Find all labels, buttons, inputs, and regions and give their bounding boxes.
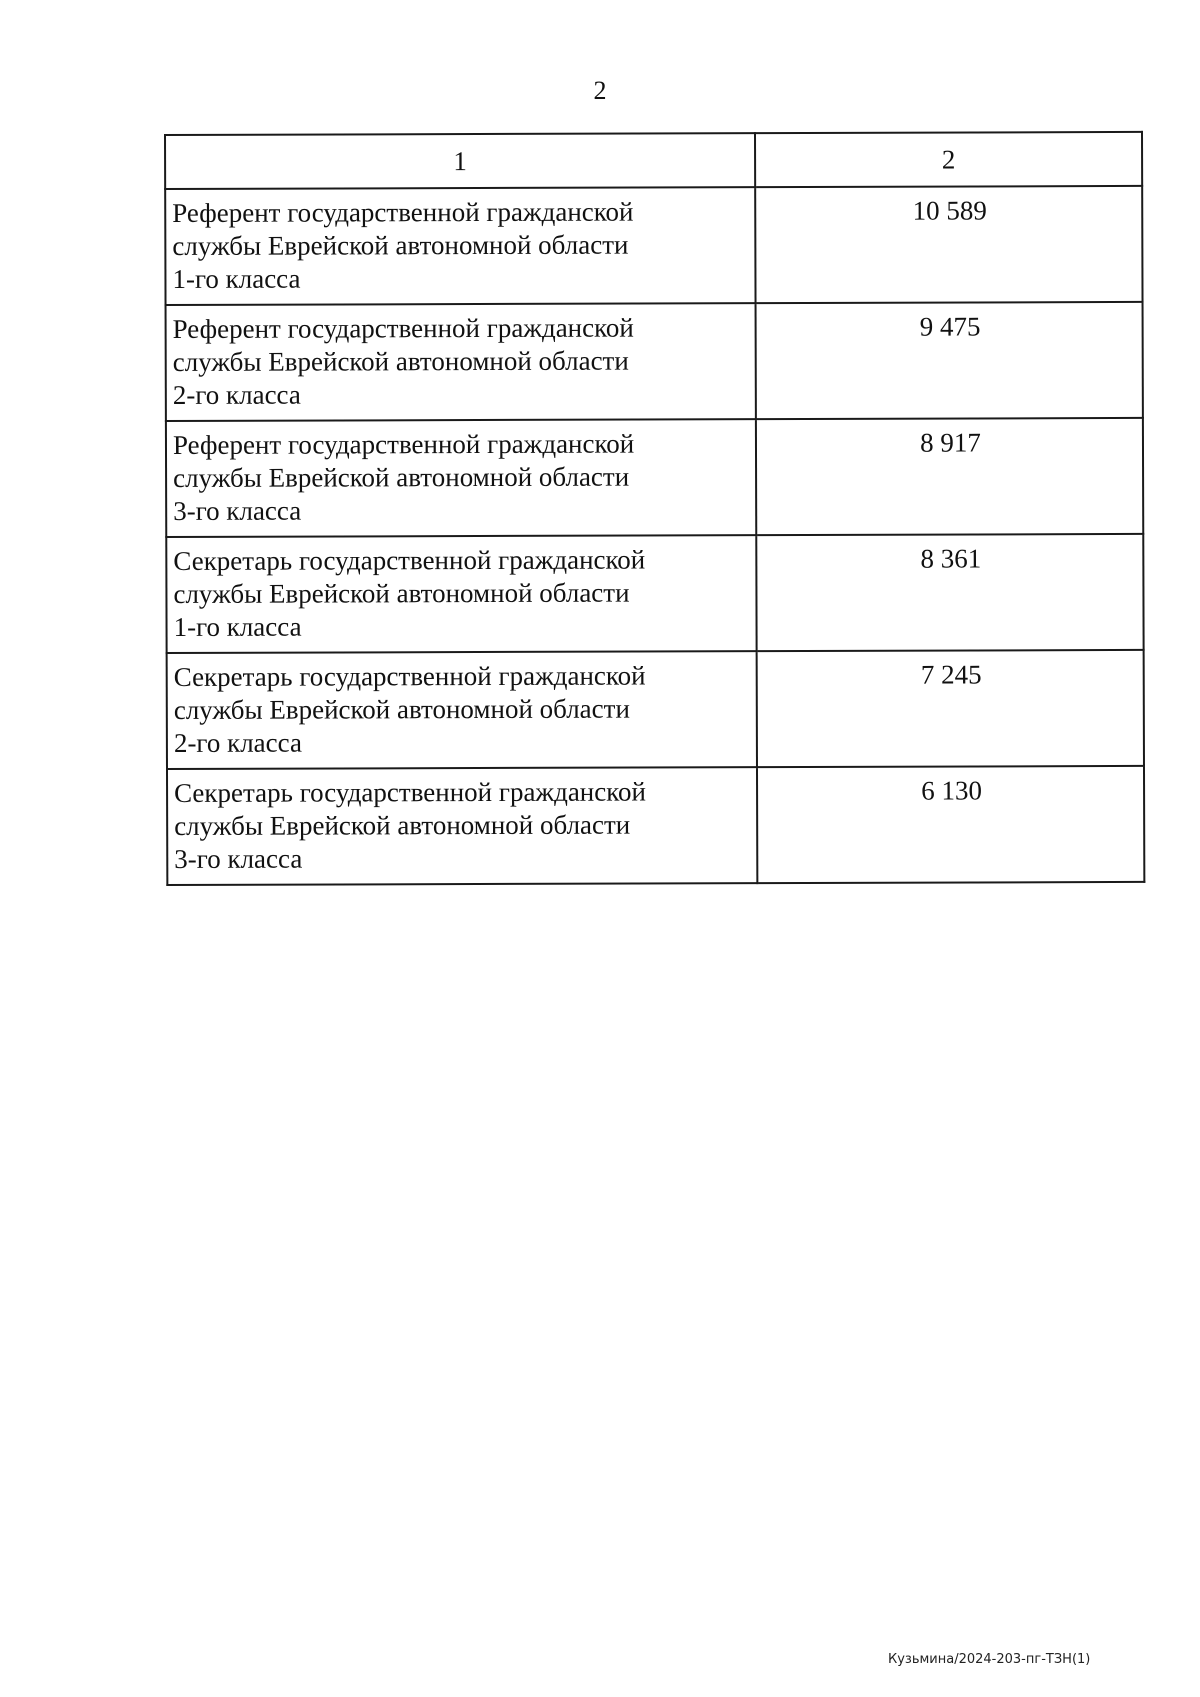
amount-cell: 6 130 [757,766,1144,883]
position-title-line: Секретарь государственной гражданской [174,776,646,808]
document-code: Кузьмина/2024-203-пг-ТЗН(1) [888,1652,1091,1667]
position-title-line: Референт государственной гражданской [172,428,635,460]
position-title-line: 1-го класса [172,263,301,294]
position-title-line: 3-го класса [173,495,302,526]
position-title-cell [166,303,756,421]
position-title-line: 1-го класса [173,611,302,642]
position-title-line: службы Еврейской автономной области [173,577,630,609]
table-row [166,302,1143,421]
position-title-line: Референт государственной гражданской [172,196,634,228]
position-title-line: Референт государственной гражданской [172,312,634,344]
table-row [165,186,1142,305]
position-title-line: 3-го класса [174,843,303,874]
table-row [167,766,1144,885]
amount-cell: 9 475 [756,302,1143,419]
position-title-line: Секретарь государственной гражданской [173,660,646,692]
position-title-cell [167,651,757,769]
table-row [166,418,1143,537]
table-row [167,650,1144,769]
position-title-line: 2-го класса [172,379,301,410]
position-title-line: 2-го класса [173,727,302,758]
position-title-cell [165,187,755,305]
position-title-cell [166,535,756,653]
position-title-line: службы Еврейской автономной области [174,809,631,841]
class-rank-salary-table [164,131,1145,886]
position-title-line: службы Еврейской автономной области [172,229,629,261]
position-title-line: службы Еврейской автономной области [173,693,630,725]
position-title-line: службы Еврейской автономной области [172,345,629,377]
column-number-1: 1 [165,133,755,189]
position-title-cell [166,419,756,537]
amount-cell: 10 589 [755,186,1142,303]
page-number: 2 [593,76,607,105]
table-row [166,534,1143,653]
position-title-cell [167,767,757,885]
position-title-line: Секретарь государственной гражданской [173,544,646,576]
position-title-line: службы Еврейской автономной области [173,461,630,493]
amount-cell: 8 917 [756,418,1143,535]
table-header-row [165,132,1142,189]
column-number-2: 2 [755,132,1142,187]
amount-cell: 7 245 [757,650,1144,767]
amount-cell: 8 361 [756,534,1143,651]
